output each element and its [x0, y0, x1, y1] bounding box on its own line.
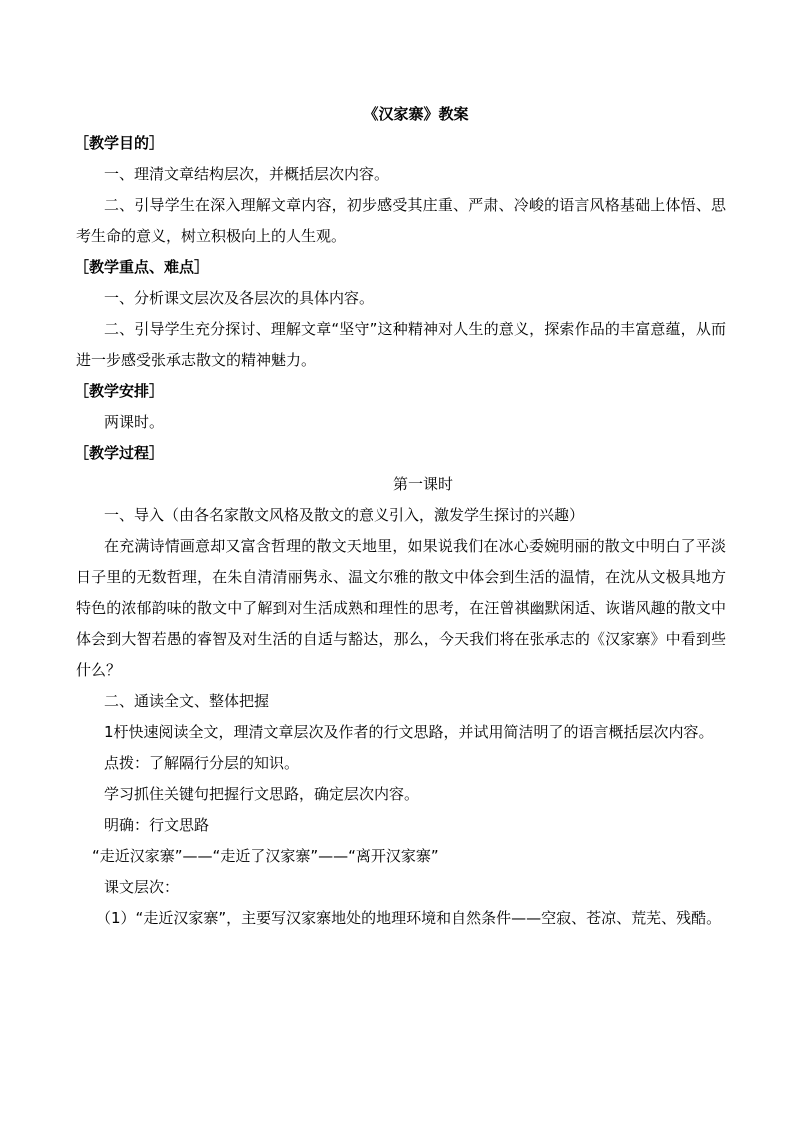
section-heading-aims: ［教学目的］ [74, 134, 165, 152]
read-heading: 二、通读全文、整体把握 [104, 692, 270, 710]
tip-paragraph: 点拨：了解隔行分层的知识。 [104, 754, 300, 772]
read-task-paragraph: 1杅快速阅读全文，理清文章层次及作者的行文思路，并试用简洁明了的语言概括层次内容。 [104, 723, 714, 741]
layers-label: 课文层次： [104, 878, 180, 896]
aims-paragraph-1: 一、理清文章结构层次，并概括层次内容。 [104, 165, 390, 183]
section-heading-focus: ［教学重点、难点］ [74, 258, 210, 276]
focus-paragraph-1: 一、分析课文层次及各层次的具体内容。 [104, 289, 375, 307]
clarify-paragraph: 明确：行文思路 [104, 816, 210, 834]
intro-paragraph: 在充满诗情画意却又富含哲理的散文天地里，如果说我们在冰心委婉明丽的散文中明白了平淡日子里的无数哲理，在朱自清清丽隽永、温文尔雅的散文中体会到生活的温情，在沈从文极具地方特色的浓郁韵味的散文中了解到对生活成熟和理性的思考，在汪曾祺幽默闲适、诙谐风趣的散文中体会到大智若愚的睿智及对生活的自适与豁达，那么，今天我们将在张承志的《汉家寨》中看到些什么？ [76, 537, 726, 679]
section-heading-process: ［教学过程］ [74, 444, 165, 462]
document-body [76, 100, 726, 934]
intro-heading: 一、导入（由各名家散文风格及散文的意义引入，激发学生探讨的兴趣） [104, 506, 585, 524]
section-heading-schedule: ［教学安排］ [74, 382, 165, 400]
focus-paragraph-2: 二、引导学生充分探讨、理解文章“坚守”这种精神对人生的意义，探索作品的丰富意蕴，从而进一步感受张承志散文的精神魅力。 [76, 320, 726, 369]
aims-paragraph-2: 二、引导学生在深入理解文章内容，初步感受其庄重、严肃、冷峻的语言风格基础上体悟、思考生命的意义，树立积极向上的人生观。 [76, 196, 726, 245]
schedule-paragraph: 两课时。 [104, 413, 165, 431]
page-title: 《汉家寨》教案 [363, 105, 469, 123]
tip-paragraph-2: 学习抓住关键句把握行文思路，确定层次内容。 [104, 785, 420, 803]
lesson-title: 第一课时 [392, 475, 453, 493]
layer-1-paragraph: （1）“走近汉家寨”，主要写汉家寨地处的地理环境和自然条件——空寂、苍凉、荒芜、残酷。 [96, 909, 722, 927]
flow-line: “走近汉家寨”——“走近了汉家寨”——“离开汉家寨” [92, 847, 439, 865]
